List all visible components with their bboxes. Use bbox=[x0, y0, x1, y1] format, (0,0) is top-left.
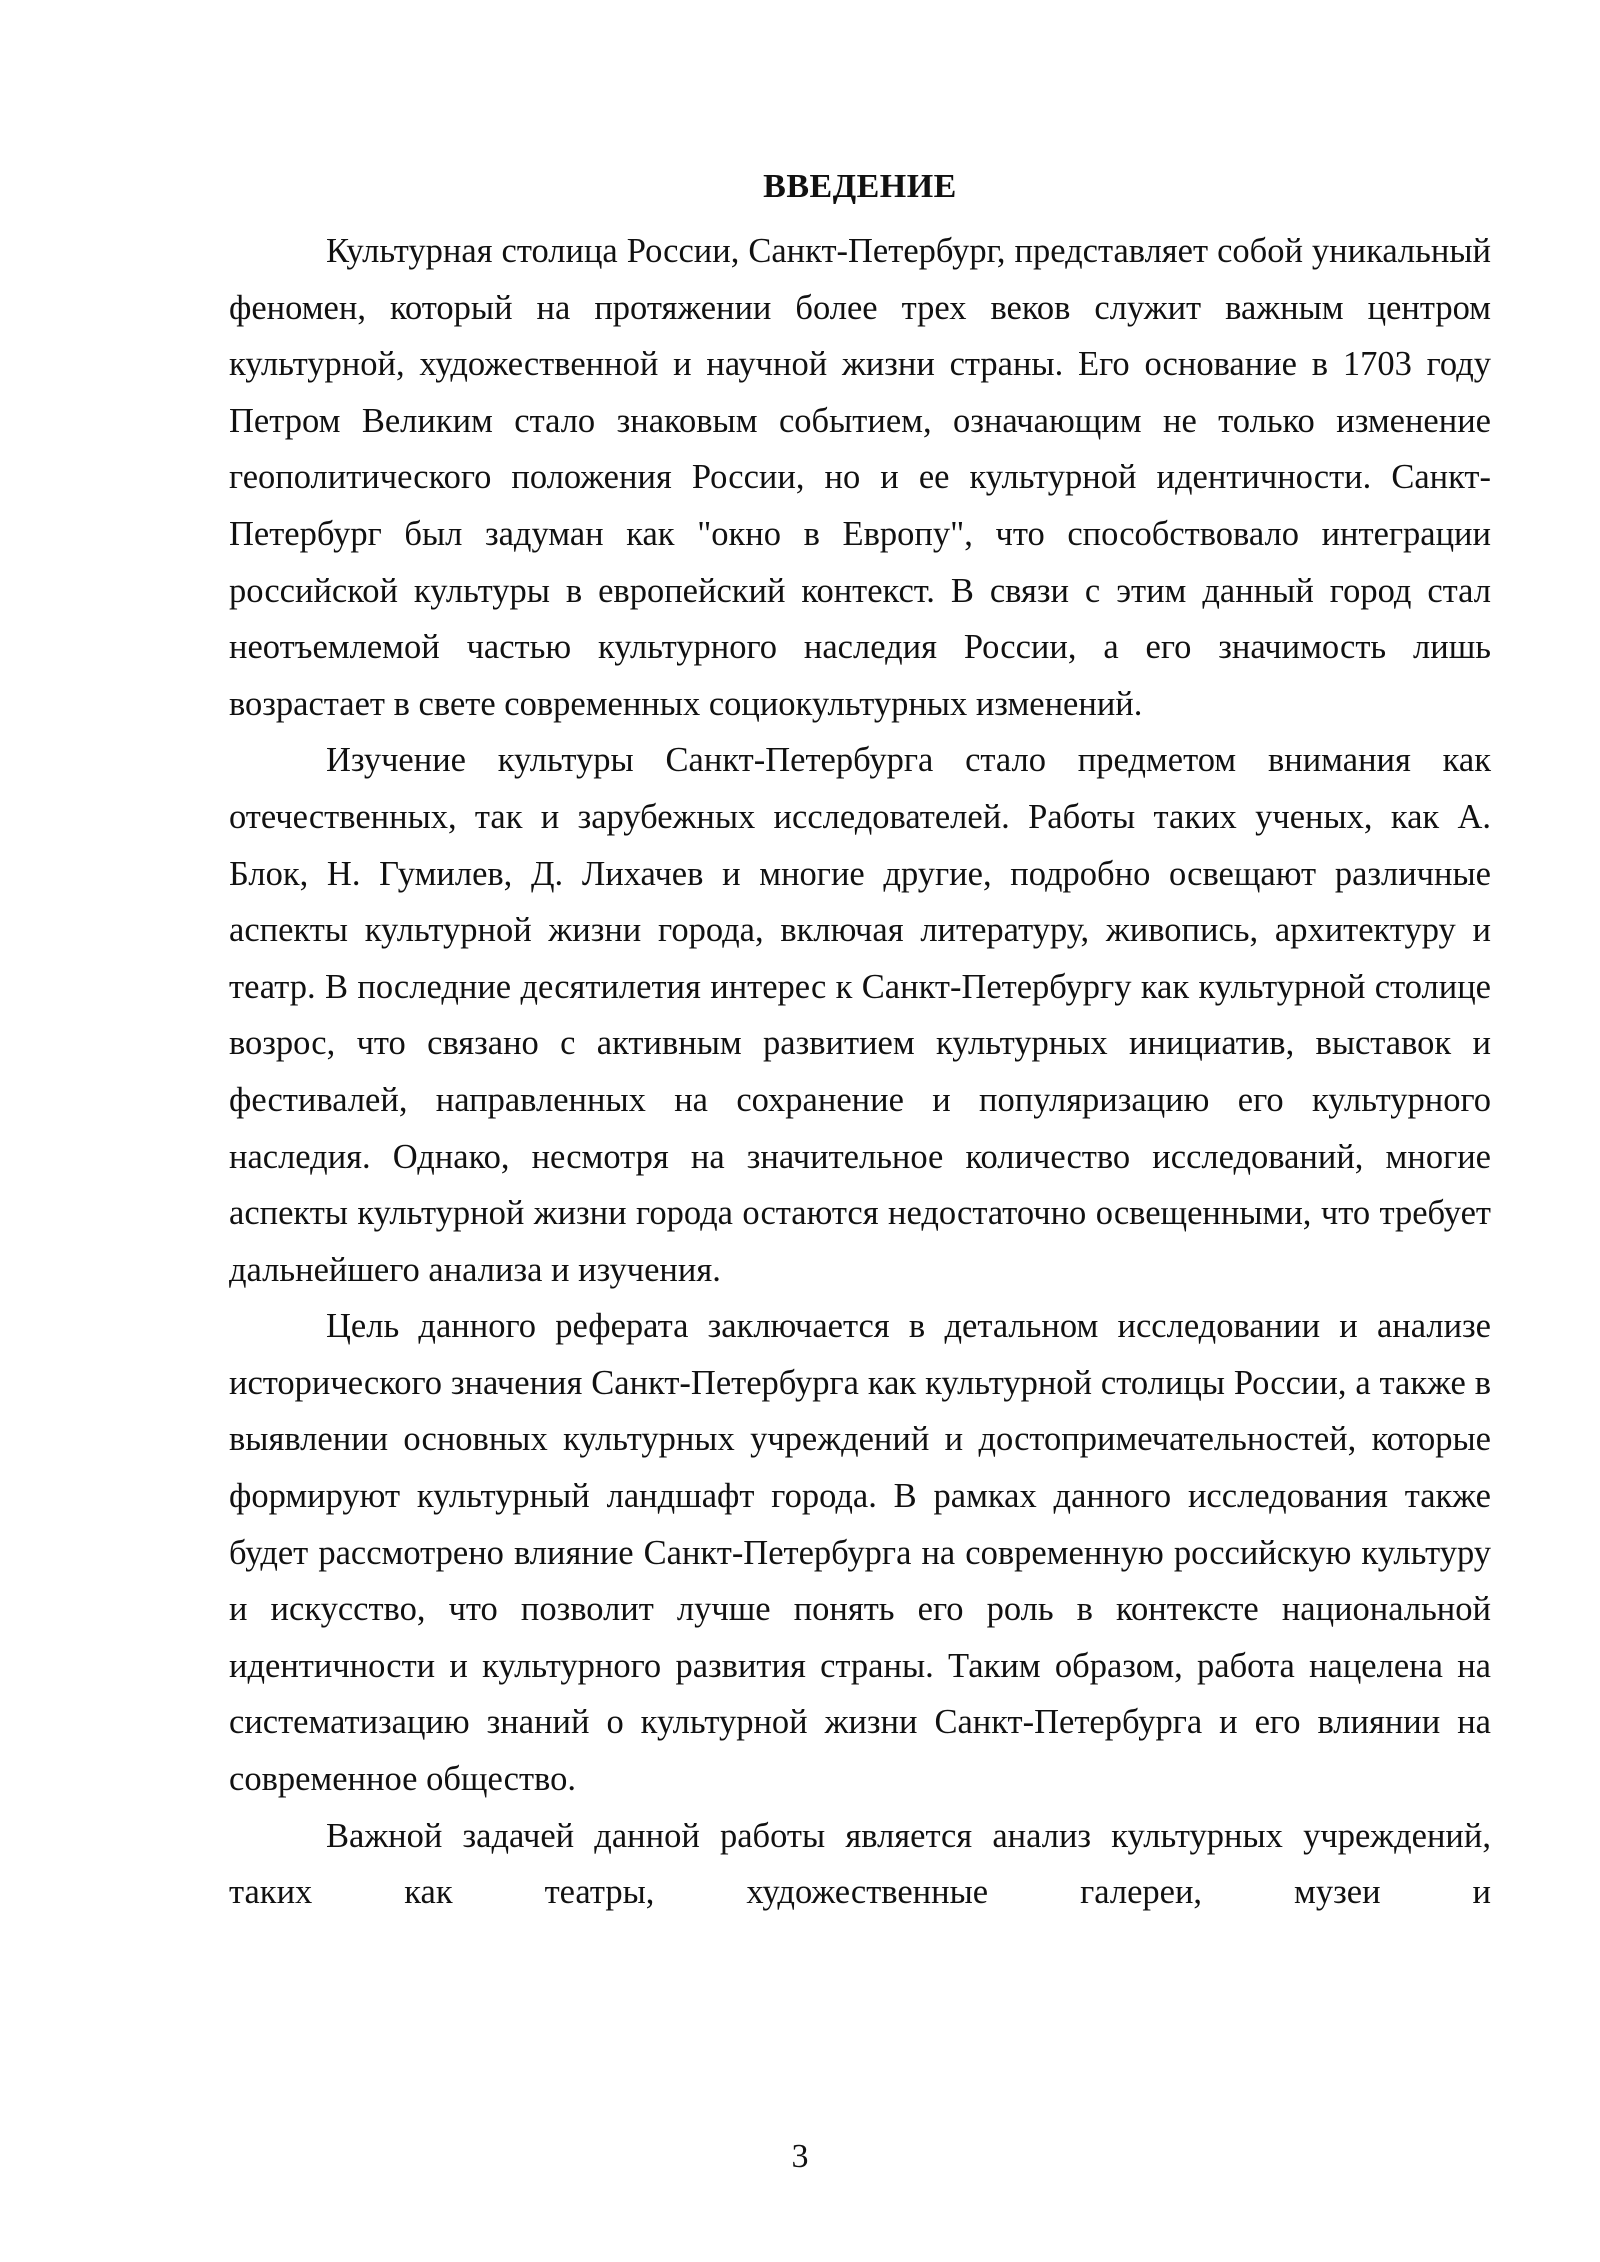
section-heading: ВВЕДЕНИЕ bbox=[763, 168, 957, 205]
paragraph-research: Изучение культуры Санкт-Петербурга стало предметом внимания как отечественных, так и зарубежных исследователей. Работы таких ученых, как А. Блок, Н. Гумилев, Д. Лихачев и многие другие, подробно освещают различные аспекты культурной жизни города, включая литературу, живопись, архитектуру и театр. В последние десятилетия интерес к Санкт-Петербургу как культурной столице возрос, что связано с активным развитием культурных инициатив, выставок и фестивалей, направленных на сохранение и популяризацию его культурного наследия. Однако, несмотря на значительное количество исследований, многие аспекты культурной жизни города остаются недостаточно освещенными, что требует дальнейшего анализа и изучения. bbox=[229, 741, 1491, 1289]
paragraph-intro: Культурная столица России, Санкт-Петербург, представляет собой уникальный феномен, который на протяжении более трех веков служит важным центром культурной, художественной и научной жизни страны. Его основание в 1703 году Петром Великим стало знаковым событием, означающим не только изменение геополитического положения России, но и ее культурной идентичности. Санкт-Петербург был задуман как "окно в Европу", что способствовало интеграции российской культуры в европейский контекст. В связи с этим данный город стал неотъемлемой частью культурного наследия России, а его значимость лишь возрастает в свете современных социокультурных изменений. bbox=[229, 232, 1491, 723]
paragraph-goal: Цель данного реферата заключается в детальном исследовании и анализе исторического значения Санкт-Петербурга как культурной столицы России, а также в выявлении основных культурных учреждений и достопримечательностей, которые формируют культурный ландшафт города. В рамках данного исследования также будет рассмотрено влияние Санкт-Петербурга на современную российскую культуру и искусство, что позволит лучше понять его роль в контексте национальной идентичности и культурного развития страны. Таким образом, работа нацелена на систематизацию знаний о культурной жизни Санкт-Петербурга и его влиянии на современное общество. bbox=[229, 1307, 1491, 1799]
page-number: 3 bbox=[791, 2138, 809, 2175]
page-body bbox=[229, 155, 1491, 1921]
paragraph-task: Важной задачей данной работы является анализ культурных учреждений, таких как театры, художественные галереи, музеи и bbox=[229, 1816, 1491, 1912]
